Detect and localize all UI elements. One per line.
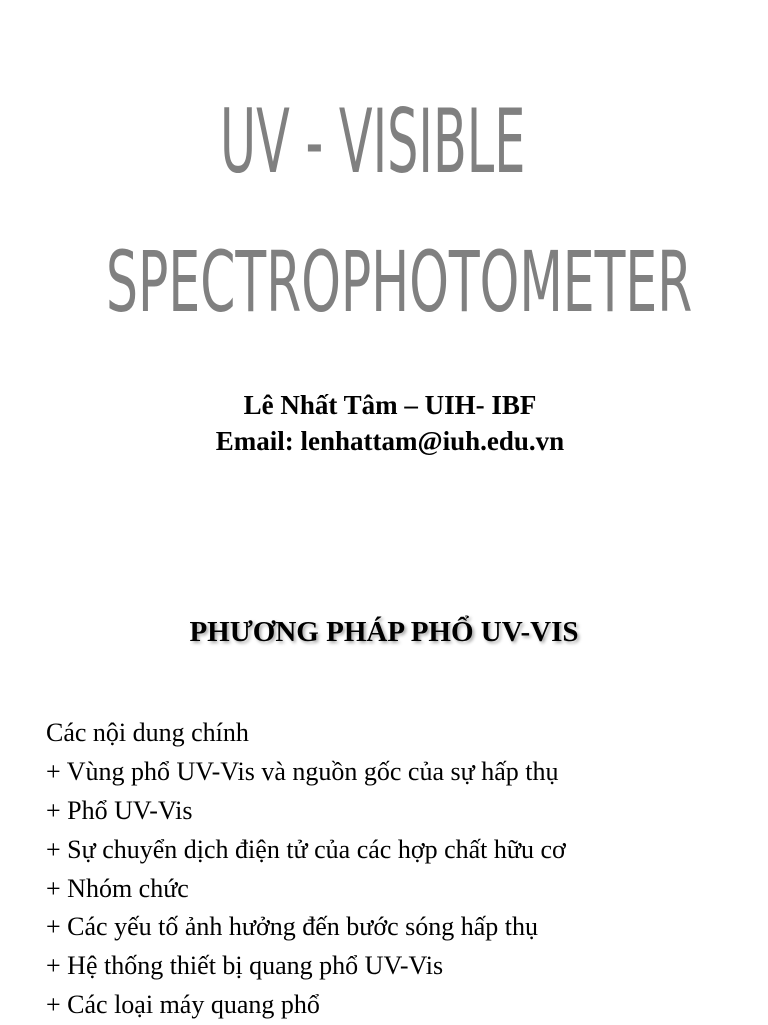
- list-item: + Vùng phổ UV-Vis và nguồn gốc của sự hấp thụ: [46, 756, 559, 786]
- list-item: + Hệ thống thiết bị quang phổ UV-Vis: [46, 951, 444, 981]
- contents-intro: Các nội dung chính: [46, 718, 249, 747]
- list-item: + Các yếu tố ảnh hưởng đến bước sóng hấp thụ: [46, 912, 539, 942]
- list-item: + Sự chuyển dịch điện tử của các hợp chất hữu cơ: [46, 834, 566, 864]
- title-line-2: SPECTROPHOTOMETER: [106, 233, 693, 331]
- list-item: + Nhóm chức: [46, 873, 189, 903]
- section-heading: PHƯƠNG PHÁP PHỔ UV-VIS: [189, 616, 579, 648]
- list-item: + Các loại máy quang phổ: [46, 990, 320, 1020]
- list-item: + Phổ UV-Vis: [46, 795, 193, 825]
- title-line-1: UV - VISIBLE: [220, 90, 526, 193]
- contents-list: [46, 714, 566, 1025]
- author-email: Email: lenhattam@iuh.edu.vn: [215, 426, 565, 456]
- author-name: Lê Nhất Tâm – UIH- IBF: [243, 390, 537, 420]
